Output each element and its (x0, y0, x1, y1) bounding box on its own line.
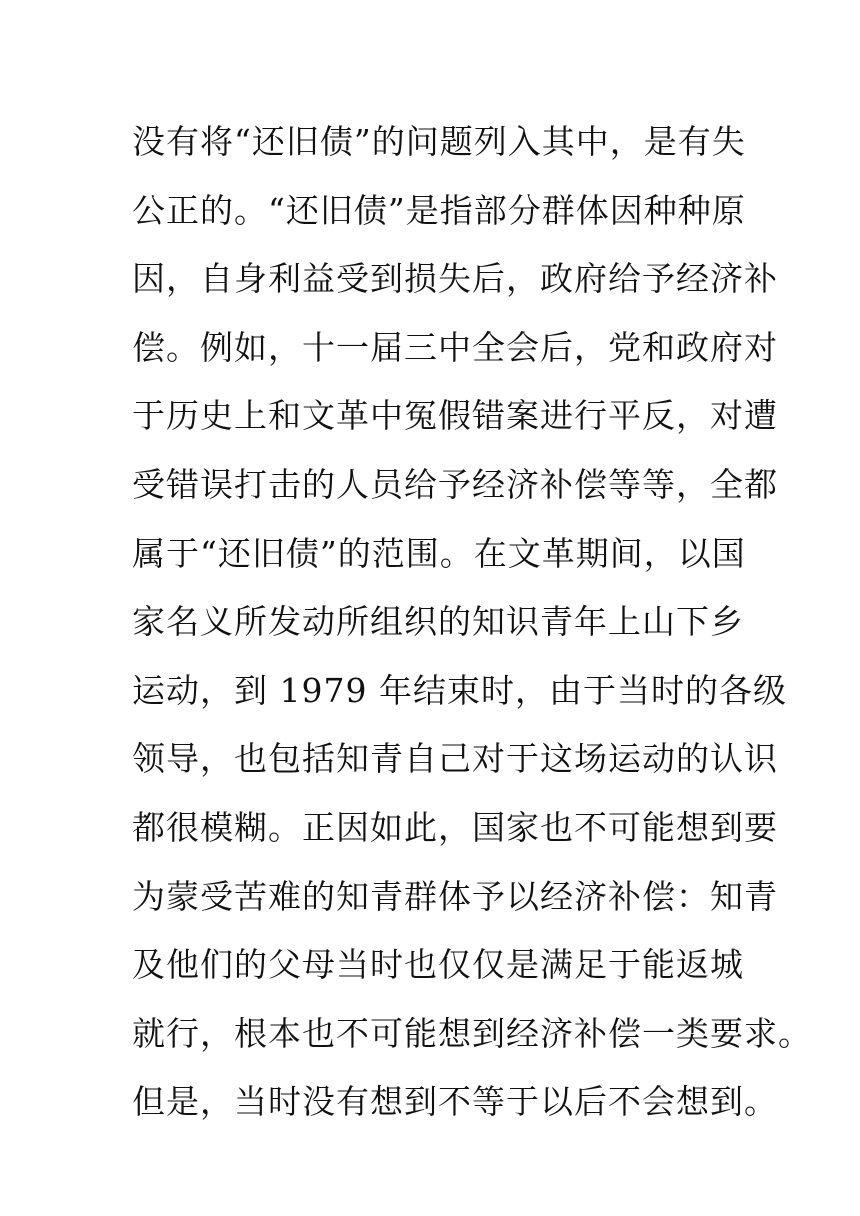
body-paragraph (132, 108, 812, 1137)
text-line: 没有将“还旧债”的问题列入其中，是有失 (132, 122, 746, 161)
text-line: 属于“还旧债”的范围。在文革期间，以国 (132, 533, 746, 573)
text-line: 公正的。“还旧债”是指部分群体因种种原 (132, 190, 746, 230)
text-line: 及他们的父母当时也仅仅是满足于能返城 (132, 945, 744, 985)
text-line: 就行，根本也不可能想到经济补偿一类要求。 (132, 1013, 812, 1053)
text-line: 因，自身利益受到损失后，政府给予经济补 (132, 259, 778, 299)
text-line: 偿。例如，十一届三中全会后，党和政府对 (132, 327, 778, 367)
text-line: 都很模糊。正因如此，国家也不可能想到要 (132, 807, 778, 847)
text-line: 于历史上和文革中冤假错案进行平反，对遭 (132, 396, 778, 436)
text-line: 领导，也包括知青自己对于这场运动的认识 (132, 739, 778, 779)
text-line: 家名义所发动所组织的知识青年上山下乡 (132, 602, 744, 642)
text-line: 运动，到 1979 年结束时，由于当时的各级 (132, 670, 787, 710)
text-line: 为蒙受苦难的知青群体予以经济补偿：知青 (132, 876, 778, 916)
text-line: 受错误打击的人员给予经济补偿等等，全都 (132, 464, 778, 504)
text-line: 但是，当时没有想到不等于以后不会想到。 (132, 1082, 778, 1122)
